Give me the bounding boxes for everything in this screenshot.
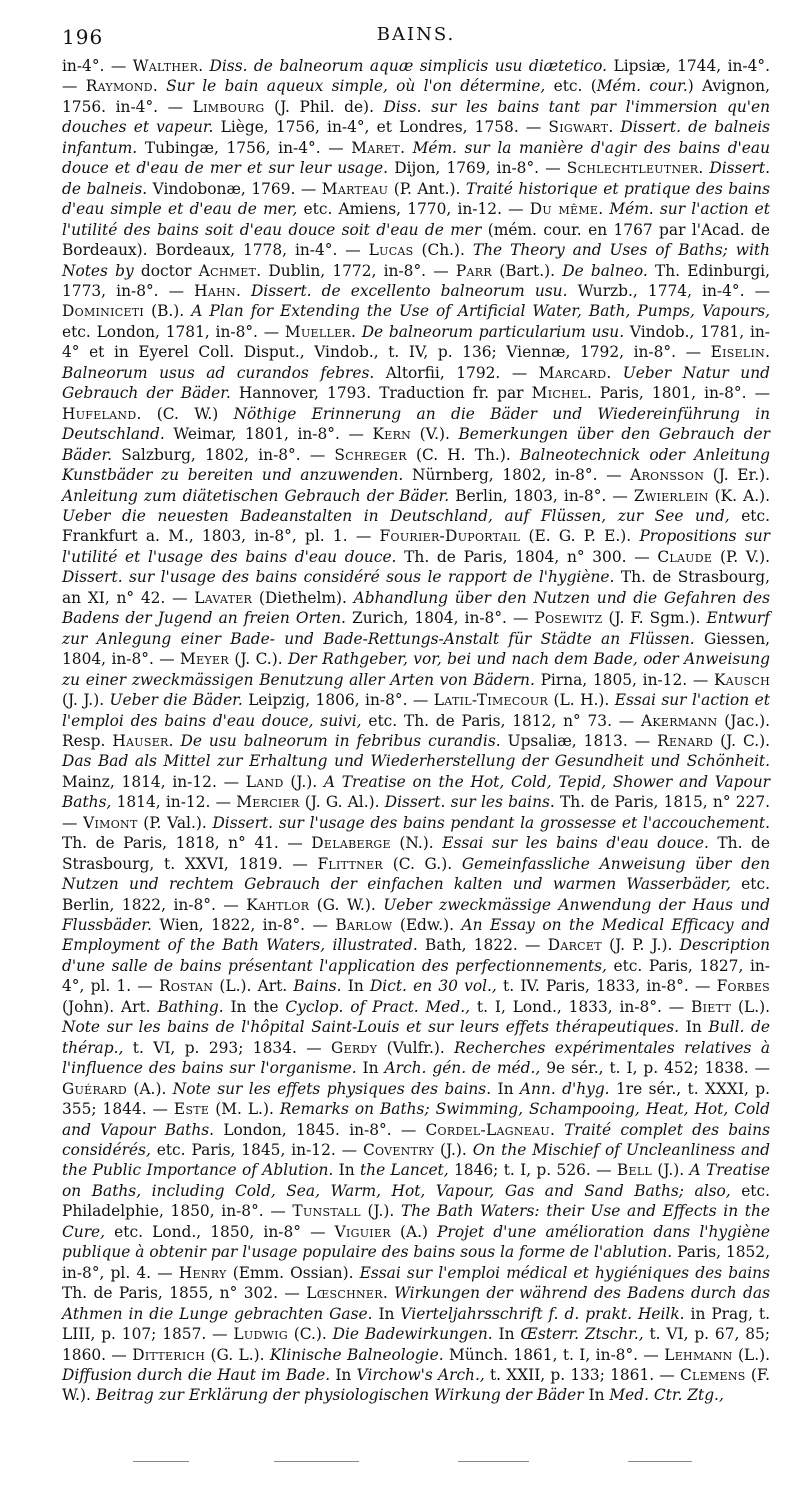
author-name: Land bbox=[245, 772, 284, 791]
citation-text: etc. Lond., 1850, in-8° — bbox=[105, 1222, 335, 1241]
author-name: Rostan bbox=[158, 977, 214, 996]
citation-text: in Prag, t. LIII, p. 107; 1857. — bbox=[62, 1304, 770, 1344]
citation-text: Vindob., 1781, in-4° et in Eyerel Coll. Disput., Vindob., t. IV, p. 136; Viennæ, 1792, in-8°. — bbox=[62, 322, 770, 362]
citation-text: (C.). bbox=[287, 1325, 333, 1344]
author-name: Hahn bbox=[194, 281, 236, 300]
citation-text: (J. P. J.). bbox=[601, 936, 680, 955]
author-name: Lucas bbox=[368, 241, 414, 260]
citation-text: In bbox=[341, 977, 370, 996]
page-number: 196 bbox=[62, 25, 104, 49]
author-name: Renard bbox=[657, 731, 714, 750]
work-title: Traité complet des bains considérés, bbox=[62, 1120, 770, 1160]
author-name: Guérard bbox=[62, 1079, 128, 1098]
citation-text: Lipsiæ, 1744, in-4°. — bbox=[62, 57, 770, 96]
citation-text: (P. Val.). bbox=[137, 813, 213, 832]
citation-text: Bath, 1822. — bbox=[417, 936, 548, 955]
citation-text: etc. Amiens, 1770, in-12. — bbox=[297, 200, 530, 219]
work-title: On the Mischief of Uncleanliness and the Public Importance of Ablution. bbox=[62, 1141, 770, 1180]
author-name: Michel bbox=[531, 384, 587, 403]
work-title: Essai sur l'emploi médical et hygiéniques des bains bbox=[359, 1263, 770, 1282]
citation-text: etc. Frankfurt a. M., 1803, in-8°, pl. 1. — bbox=[62, 506, 770, 546]
author-name: Ditterich bbox=[132, 1345, 206, 1364]
citation-text: Weimar, 1801, in-8°. — bbox=[164, 425, 373, 444]
work-title: Nöthige Erinnerung an die Bäder und Wiedereinführung in Deutschland. bbox=[62, 404, 771, 444]
footer-rule bbox=[274, 1461, 359, 1462]
citation-text: . bbox=[598, 200, 610, 219]
citation-text: (L.). bbox=[731, 997, 770, 1016]
author-name: Schreger bbox=[334, 445, 407, 464]
citation-text: Altorfii, 1792. — bbox=[374, 363, 539, 382]
citation-text: (K. A.). bbox=[708, 486, 770, 505]
citation-text: (J. G. Al.). bbox=[299, 793, 385, 812]
author-name: Marcard bbox=[538, 363, 607, 382]
work-title: Med. Ctr. Ztg., bbox=[609, 1386, 724, 1405]
bibliography-entry bbox=[132, 1346, 664, 1364]
citation-text: In bbox=[492, 1325, 521, 1344]
citation-text: In bbox=[356, 1059, 385, 1078]
work-title: A Treatise on the Hot, Cold, Tepid, Shower and Vapour Baths, bbox=[62, 772, 770, 812]
citation-text: . bbox=[549, 1120, 565, 1139]
work-title: Ueber Natur und Gebrauch der Bäder. bbox=[62, 363, 770, 403]
citation-text: . bbox=[765, 343, 770, 362]
citation-text: . (C. W.) bbox=[136, 404, 234, 423]
author-name: Viguier bbox=[334, 1222, 391, 1241]
work-title: Traité historique et pratique des bains d'eau simple et d'eau de mer, bbox=[62, 179, 770, 219]
citation-text: (J. J.). bbox=[62, 691, 110, 710]
work-title: Essai sur l'action et l'emploi des bains d'eau douce, suivi, bbox=[62, 691, 770, 730]
citation-text: In bbox=[491, 1079, 520, 1098]
citation-text: Münch. 1861, t. I, in-8°. — bbox=[443, 1345, 665, 1364]
citation-text: t. VI, p. 67, 85; 1860. — bbox=[62, 1325, 771, 1364]
citation-text: (Ch.). bbox=[413, 241, 473, 260]
citation-text: (Vulfr.). bbox=[377, 1038, 455, 1057]
citation-text: 9e sér., t. I, p. 452; 1838. — bbox=[540, 1059, 771, 1078]
work-title: A Treatise on Baths, including Cold, Sea, Warm, Hot, Vapour, Gas and Sand Baths; also, bbox=[62, 1161, 770, 1200]
author-name: Sigwart bbox=[548, 118, 609, 137]
author-name: Hauser bbox=[112, 731, 169, 750]
author-name: Biett bbox=[691, 997, 732, 1016]
author-name: Darcet bbox=[547, 936, 602, 955]
citation-text: etc. Th. de Paris, 1812, n° 73. — bbox=[361, 711, 641, 730]
work-title: An Essay on the Medical Efficacy and Employment of the Bath Waters, illustrated. bbox=[62, 916, 771, 955]
citation-text: Th. de Paris, 1815, n° 227. — bbox=[62, 793, 771, 832]
author-name: Posewitz bbox=[534, 609, 603, 628]
footer-rule bbox=[133, 1461, 190, 1462]
work-title: Gemeinfassliche Anweisung über den Nutzen und rechtem Gebrauch der einfachen kalten und warmen Wasserbäder, bbox=[62, 854, 770, 894]
citation-text: (Edw.). bbox=[392, 916, 462, 935]
citation-text: . bbox=[198, 57, 210, 75]
citation-text: (V.). bbox=[411, 425, 459, 444]
author-name: Gerdy bbox=[331, 1038, 378, 1057]
citation-text: t. XXII, p. 133; 1861. — bbox=[484, 1366, 680, 1384]
work-title: Dissert. de balneis. bbox=[62, 159, 770, 198]
work-title: Mém. sur l'action et l'utilité des bains soit d'eau douce soit d'eau de mer bbox=[62, 200, 770, 239]
citation-text: Liège, 1756, in-4°, et Londres, 1758. — bbox=[213, 118, 549, 137]
work-title: Vierteljahrsschrift f. d. prakt. Heilk. bbox=[400, 1304, 685, 1323]
citation-text: In bbox=[372, 1304, 401, 1323]
citation-text: . Dublin, 1772, in-8°. — bbox=[256, 261, 456, 280]
work-title: Dissert. sur les bains. bbox=[384, 793, 555, 812]
work-title: Balneotechnick oder Anleitung Kunstbäder zu bereiten und anzuwenden. bbox=[62, 445, 770, 485]
author-name: Akermann bbox=[640, 711, 718, 730]
work-title: Der Rathgeber, vor, bei und nach dem Bade, oder Anweisung zu einer zweckmässigen Benutzung aller Arten von Bädern. bbox=[62, 650, 770, 689]
citation-text: . bbox=[400, 138, 413, 157]
citation-text: Zurich, 1804, in-8°. — bbox=[345, 609, 535, 628]
author-name: Lœschner bbox=[306, 1284, 383, 1303]
citation-text: Vindobonæ, 1769. — bbox=[147, 179, 322, 198]
work-title: Propositions sur l'utilité et l'usage des bains d'eau douce. bbox=[62, 527, 770, 566]
citation-text: Giessen, 1804, in-8°. — bbox=[62, 629, 770, 669]
citation-text: Tubingæ, 1756, in-4°. — bbox=[137, 138, 352, 157]
citation-text: etc. Paris, 1845, in-12. — bbox=[150, 1141, 363, 1160]
citation-text: (J. Phil. de). bbox=[264, 97, 384, 116]
author-name: Delaberge bbox=[311, 834, 391, 853]
author-name: Raymond bbox=[85, 77, 153, 96]
author-name: Bell bbox=[616, 1161, 653, 1180]
citation-text: Pirna, 1805, in-12. — bbox=[534, 670, 714, 689]
citation-text: . bbox=[606, 363, 623, 382]
citation-text: (J.). bbox=[283, 772, 324, 791]
citation-text: 1re sér., t. XXXI, p. 355; 1844. — bbox=[62, 1079, 770, 1119]
citation-text: t. IV. Paris, 1833, in-8°. — bbox=[496, 977, 717, 996]
citation-text: Mainz, 1814, in-12. — bbox=[62, 772, 246, 791]
work-title: Die Badewirkungen. bbox=[332, 1325, 493, 1344]
citation-text: (John). Art. bbox=[62, 997, 158, 1016]
citation-text: 1814, in-12. — bbox=[111, 793, 237, 812]
citation-text: . bbox=[351, 322, 362, 341]
work-title: Anleitung zum diätetischen Gebrauch der Bäder. bbox=[62, 486, 450, 505]
citation-text: Th. de Paris, 1818, n° 41. — bbox=[62, 834, 312, 853]
citation-text: (P. Ant.). bbox=[388, 179, 466, 198]
author-name: Forbes bbox=[716, 977, 770, 996]
citation-text: . bbox=[698, 159, 710, 178]
author-name: Barlow bbox=[335, 916, 393, 935]
citation-text: . Paris, 1801, in-8°. — bbox=[586, 384, 770, 403]
citation-text: (B.). bbox=[144, 302, 192, 321]
citation-text: London, 1845. in-8°. — bbox=[214, 1120, 426, 1139]
author-name: Coventry bbox=[362, 1141, 435, 1160]
citation-text: (mém. cour. en 1767 par l'Acad. de Bordeaux). Bordeaux, 1778, in-4°. — bbox=[62, 220, 771, 260]
author-name: Achmet bbox=[198, 261, 257, 280]
citation-text: (F. W.). bbox=[62, 1366, 770, 1405]
work-title: De balneo. bbox=[562, 261, 648, 280]
bibliography-entry bbox=[159, 977, 717, 995]
work-title: A Plan for Extending the Use of Artificial Water, Bath, Pumps, Vapours, bbox=[191, 302, 770, 321]
citation-text: In the bbox=[223, 997, 286, 1016]
author-name: Cordel-Lagneau bbox=[425, 1120, 550, 1139]
work-title: Das Bad als Mittel zur Erhaltung und Wiederherstellung der Gesundheit und Schönheit. bbox=[62, 752, 770, 771]
citation-text: (E. G. P. E.). bbox=[520, 527, 640, 546]
citation-text: Berlin, 1803, in-8°. — bbox=[449, 486, 634, 505]
work-title: Bathing. bbox=[157, 997, 224, 1016]
work-title: Note sur les effets physiques des bains. bbox=[172, 1079, 492, 1098]
bibliography-text bbox=[62, 56, 770, 1406]
work-title: Ann. d'hyg. bbox=[519, 1079, 610, 1098]
author-name: Kausch bbox=[713, 670, 770, 689]
citation-text: ) Avignon, 1756. in-4°. — bbox=[62, 77, 770, 116]
author-name: Mueller bbox=[284, 322, 351, 341]
citation-text: In bbox=[679, 1018, 709, 1037]
author-name: Hufeland bbox=[62, 404, 137, 423]
work-title: Bains. bbox=[293, 977, 342, 996]
work-title: Bull. de thérap., bbox=[62, 1018, 771, 1057]
page-header bbox=[62, 18, 770, 52]
author-name: Ludwig bbox=[233, 1325, 288, 1344]
author-name: Vimont bbox=[83, 813, 138, 832]
bibliography-paragraph bbox=[62, 56, 770, 1406]
work-title: Projet d'une amélioration dans l'hygiène publique à obtenir par l'usage populaire des bains sous la forme de l'ablution. bbox=[62, 1222, 770, 1262]
citation-text: (M. L.). bbox=[209, 1100, 280, 1119]
author-name: Este bbox=[173, 1100, 210, 1119]
work-title: Diss. sur les bains tant par l'immersion qu'en douches et vapeur. bbox=[62, 97, 770, 137]
work-title: Remarks on Baths; Swimming, Schampooing, Heat, Hot, Cold and Vapour Baths. bbox=[62, 1100, 771, 1139]
citation-text: (J. Er.). bbox=[704, 466, 770, 485]
author-name: Maret bbox=[351, 138, 401, 157]
citation-text: Wien, 1822, in-8°. — bbox=[151, 916, 336, 935]
citation-text: etc. London, 1781, in-8°. — bbox=[62, 322, 285, 341]
citation-text: (J. F. Sgm.). bbox=[602, 609, 707, 628]
work-title: Note sur les bains de l'hôpital Saint-Louis et sur leurs effets thérapeutiques. bbox=[62, 1018, 680, 1037]
citation-text: (J.). bbox=[652, 1161, 690, 1180]
work-title: The Bath Waters: their Use and Effects in the Cure, bbox=[62, 1202, 770, 1241]
citation-text: etc. Paris, 1827, in-4°, pl. 1. — bbox=[62, 956, 770, 996]
citation-text: (J.). bbox=[434, 1141, 473, 1160]
citation-text: (L.). bbox=[732, 1345, 770, 1364]
author-name: Tunstall bbox=[292, 1202, 361, 1221]
citation-text: doctor bbox=[133, 261, 199, 280]
citation-text: (J.). bbox=[360, 1202, 401, 1221]
citation-text: (A.) bbox=[390, 1222, 438, 1241]
citation-text: 1846; t. I, p. 526. — bbox=[448, 1161, 617, 1180]
citation-text: Th. Edinburgi, 1773, in-8°. — bbox=[62, 261, 770, 300]
citation-text: (Diethelm). bbox=[252, 588, 354, 607]
citation-text: Dijon, 1769, in-8°. — bbox=[388, 159, 567, 178]
citation-text: . bbox=[235, 281, 251, 300]
citation-text: Nürnberg, 1802, in-8°. — bbox=[403, 466, 631, 485]
author-name: Mercier bbox=[236, 793, 300, 812]
work-title: Entwurf zur Anlegung einer Bade- und Bade-Rettungs-Anstalt für Städte an Flüssen. bbox=[62, 609, 770, 648]
work-title: Ueber die Bäder. bbox=[109, 691, 243, 710]
citation-text: (C. G.). bbox=[382, 854, 462, 873]
author-name: Henry bbox=[178, 1263, 227, 1282]
citation-text: in-4°. — bbox=[62, 57, 133, 75]
citation-text: t. VI, p. 293; 1834. — bbox=[123, 1038, 332, 1057]
citation-text: etc. Berlin, 1822, in-8°. — bbox=[62, 875, 770, 914]
author-name: Limbourg bbox=[192, 97, 265, 116]
citation-text: Upsaliæ, 1813. — bbox=[500, 731, 658, 750]
author-name: Walther bbox=[132, 57, 199, 75]
work-title: Diss. de balneorum aquæ simplicis usu diætetico. bbox=[209, 57, 608, 75]
author-name: Flittner bbox=[317, 854, 383, 873]
citation-text: In bbox=[583, 1386, 610, 1405]
author-name: Lehmann bbox=[664, 1345, 733, 1364]
work-title: Virchow's Arch., bbox=[356, 1366, 485, 1384]
citation-text: . bbox=[382, 1284, 395, 1303]
work-title: Dict. en 30 vol., bbox=[369, 977, 497, 996]
work-title: Balneorum usus ad curandos febres. bbox=[62, 363, 375, 382]
work-title: Essai sur les bains d'eau douce. bbox=[442, 834, 709, 853]
author-name: Schlechtleutner bbox=[566, 159, 699, 178]
author-name: Kern bbox=[372, 425, 412, 444]
work-title: Bemerkungen über den Gebrauch der Bäder. bbox=[62, 425, 770, 464]
citation-text: (C. H. Th.). bbox=[406, 445, 520, 464]
work-title: Mém. cour. bbox=[596, 77, 688, 96]
work-title: Dissert. sur l'usage des bains pendant la grossesse et l'accouchement. bbox=[212, 813, 770, 832]
footer-rule bbox=[458, 1461, 529, 1462]
work-title: The Theory and Uses of Baths; with Notes by bbox=[62, 241, 770, 280]
work-title: Œsterr. Ztschr., bbox=[520, 1325, 644, 1344]
work-title: Mém. sur la manière d'agir des bains d'eau douce et d'eau de mer et sur leur usage. bbox=[62, 138, 770, 178]
author-name: Meyer bbox=[180, 650, 229, 669]
citation-text: (A.). bbox=[127, 1079, 173, 1098]
work-title: Cyclop. of Pract. Med., bbox=[285, 997, 471, 1016]
citation-text: Th. de Strasbourg, an XI, n° 42. — bbox=[62, 568, 770, 607]
work-title: Description d'une salle de bains présentant l'application des perfectionnements, bbox=[62, 936, 770, 975]
work-title: Dissert. de balneis infantum. bbox=[62, 118, 771, 157]
running-head: BAINS. bbox=[376, 24, 456, 45]
author-name: Marteau bbox=[321, 179, 389, 198]
citation-text: (G. L.). bbox=[205, 1345, 270, 1364]
work-title: Sur le bain aqueux simple, où l'on détermine, bbox=[166, 77, 546, 96]
work-title: the Lancet, bbox=[359, 1161, 449, 1180]
citation-text: etc. Philadelphie, 1850, in-8°. — bbox=[62, 1181, 771, 1221]
work-title: Ueber die neuesten Badeanstalten in Deutschland, auf Flüssen, zur See und, bbox=[62, 506, 730, 525]
work-title: Dissert. sur l'usage des bains considéré sous le rapport de l'hygiène. bbox=[62, 568, 615, 587]
citation-text: . bbox=[608, 118, 621, 137]
citation-text: (N.). bbox=[390, 834, 443, 853]
citation-text: In bbox=[330, 1366, 357, 1384]
citation-text: Th. de Paris, 1855, n° 302. — bbox=[62, 1284, 307, 1303]
footer-rule bbox=[628, 1461, 692, 1462]
author-name: Clemens bbox=[679, 1366, 746, 1384]
work-title: Klinische Balneologie. bbox=[269, 1345, 444, 1364]
citation-text: Salzburg, 1802, in-8°. — bbox=[112, 445, 335, 464]
author-name: Dominiceti bbox=[62, 302, 145, 321]
citation-text: . bbox=[152, 77, 167, 96]
author-name: Parr bbox=[455, 261, 492, 280]
citation-text: (Emm. Ossian). bbox=[226, 1263, 360, 1282]
author-name: Claude bbox=[657, 547, 713, 566]
citation-text: (G. W.). bbox=[309, 895, 384, 914]
author-name: Lavater bbox=[194, 588, 253, 607]
work-title: Ueber zweckmässige Anwendung der Haus und Flussbäder. bbox=[62, 895, 770, 935]
citation-text: (Jac.). Resp. bbox=[62, 711, 770, 750]
author-name: Fourier-Duportail bbox=[379, 527, 521, 546]
citation-text: t. I, Lond., 1833, in-8°. — bbox=[470, 997, 692, 1016]
bibliography-entry bbox=[194, 282, 770, 300]
citation-text: In bbox=[333, 1161, 360, 1180]
citation-text: (Bart.). bbox=[491, 261, 563, 280]
citation-text: Th. de Paris, 1804, n° 300. — bbox=[396, 547, 658, 566]
author-name: Eiselin bbox=[710, 343, 766, 362]
citation-text: Th. de Strasbourg, t. XXVI, 1819. — bbox=[62, 834, 770, 873]
citation-text: Paris, 1852, in-8°, pl. 4. — bbox=[62, 1243, 770, 1282]
author-name: Kahtlor bbox=[246, 895, 310, 914]
author-name: Du même bbox=[529, 200, 599, 219]
work-title: Abhandlung über den Nutzen und die Gefahren des Badens der Jugend an freien Orten. bbox=[62, 588, 771, 628]
page-footer-marks bbox=[62, 1461, 770, 1467]
author-name: Latil-Timecour bbox=[433, 691, 549, 710]
citation-text: (L. H.). bbox=[548, 691, 615, 710]
citation-text: . bbox=[168, 731, 181, 750]
citation-text: (P. V.). bbox=[712, 547, 771, 566]
citation-text: Wurzb., 1774, in-4°. — bbox=[567, 281, 770, 300]
work-title: Wirkungen der während des Badens durch das Athmen in die Lunge gebrachten Gase. bbox=[62, 1284, 770, 1323]
work-title: Diffusion durch die Haut im Bade. bbox=[62, 1366, 331, 1384]
citation-text: Leipzig, 1806, in-8°. — bbox=[242, 691, 434, 710]
work-title: De usu balneorum in febribus curandis. bbox=[180, 731, 501, 750]
author-name: Zwierlein bbox=[633, 486, 709, 505]
citation-text: (J. C.). bbox=[713, 731, 771, 750]
work-title: Beitrag zur Erklärung der physiologischen Wirkung der Bäder bbox=[95, 1386, 584, 1405]
citation-text: etc. ( bbox=[545, 77, 597, 96]
work-title: Arch. gén. de méd., bbox=[384, 1059, 541, 1078]
citation-text: (L.). Art. bbox=[213, 977, 294, 996]
work-title: Recherches expérimentales relatives à l'influence des bains sur l'organisme. bbox=[62, 1038, 771, 1078]
citation-text: (J. C.). bbox=[228, 650, 288, 669]
work-title: Dissert. de excellento balneorum usu. bbox=[250, 281, 568, 300]
citation-text: Hannover, 1793. Traduction fr. par bbox=[230, 384, 532, 403]
author-name: Aronsson bbox=[630, 466, 705, 485]
work-title: De balneorum particularium usu. bbox=[361, 322, 625, 341]
